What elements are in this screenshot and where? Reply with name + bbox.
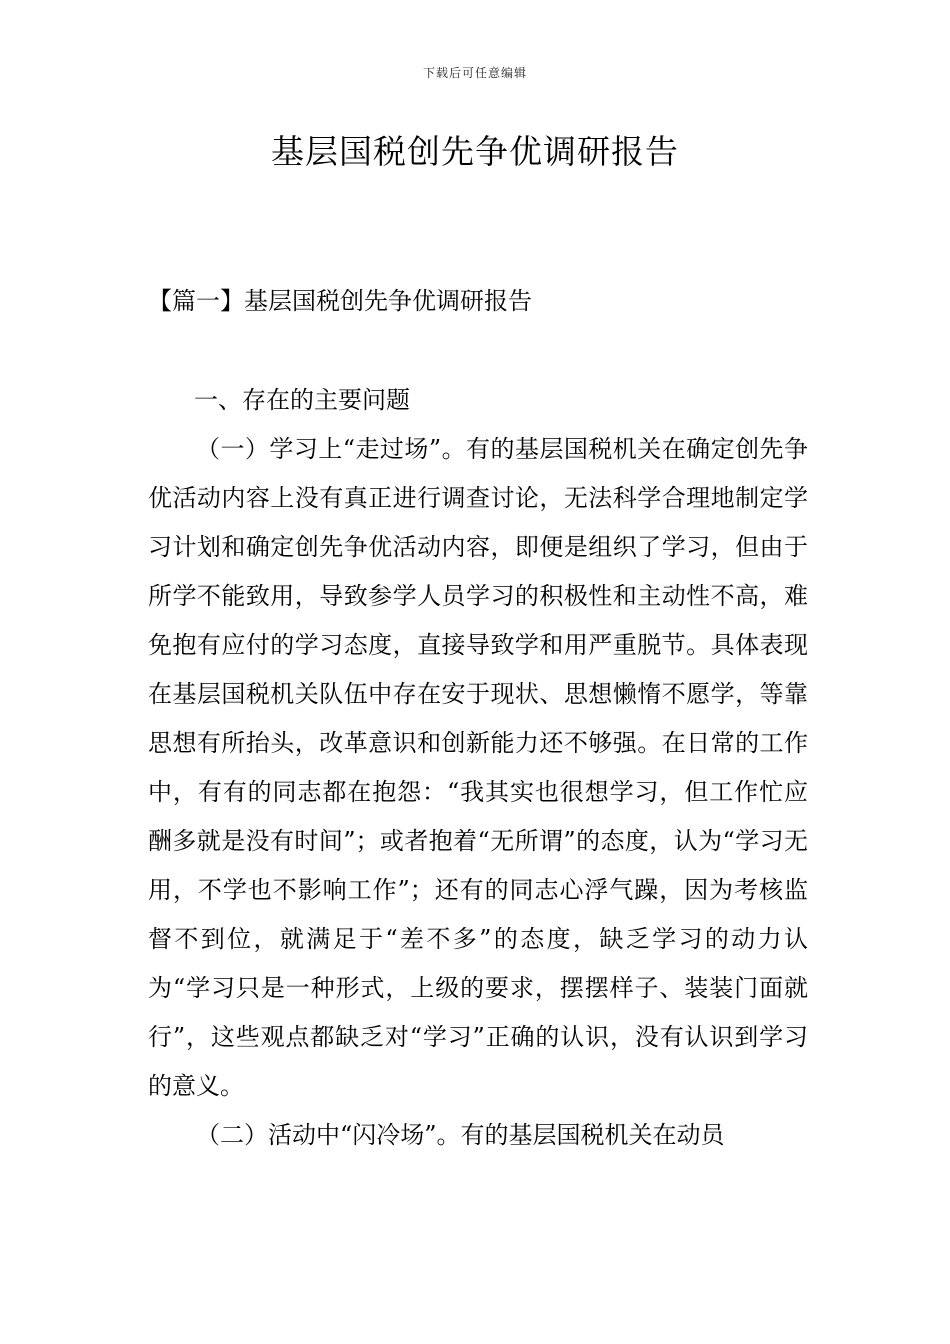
paragraph-1: （一）学习上“走过场”。有的基层国税机关在确定创先争优活动内容上没有真正进行调查讨论，无法科学合理地制定学习计划和确定创先争优活动内容，即便是组织了学习，但由于所学不能致用，导致参学人员学习的积极性和主动性不高，难免抱有应付的学习态度，直接导致学和用严重脱节。具体表现在基层国税机关队伍中存在安于现状、思想懒惰不愿学，等靠思想有所抬头，改革意识和创新能力还不够强。在日常的工作中，有有的同志都在抱怨：“我其实也很想学习，但工作忙应酬多就是没有时间”；或者抱着“无所谓”的态度，认为“学习无用，不学也不影响工作”；还有的同志心浮气躁，因为考核监督不到位，就满足于“差不多”的态度，缺乏学习的动力认为“学习只是一种形式，上级的要求，摆摆样子、装装门面就行”，这些观点都缺乏对“学习”正确的认识，没有认识到学习的意义。 [148, 435, 808, 1100]
body-text [148, 425, 808, 1160]
header-note: 下载后可任意编辑 [422, 66, 527, 80]
article-heading: 【篇一】基层国税创先争优调研报告 [148, 287, 532, 315]
section-heading: 一、存在的主要问题 [194, 386, 410, 414]
paragraph-2: （二）活动中“闪冷场”。有的基层国税机关在动员 [196, 1121, 725, 1149]
document-title: 基层国税创先争优调研报告 [271, 132, 679, 171]
